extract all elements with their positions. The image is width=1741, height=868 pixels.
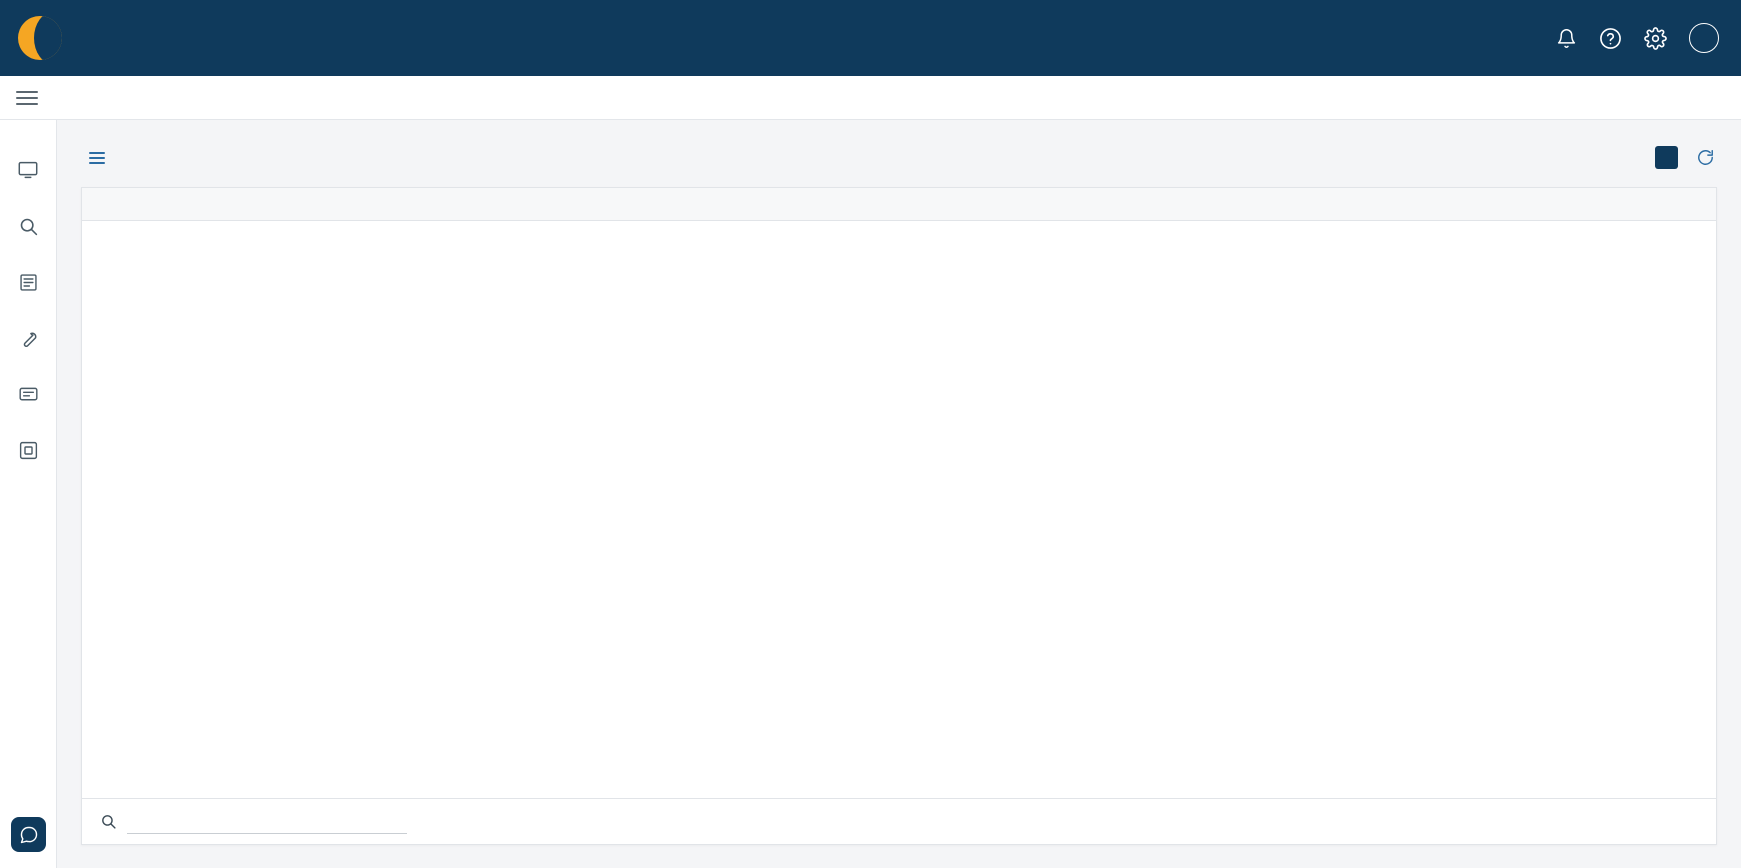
table-scroll-area[interactable] [82,188,1716,798]
menu-toggle-icon[interactable] [16,91,38,105]
breadcrumb-bar [0,76,1741,120]
table-footer [82,798,1716,844]
sidebar [0,120,57,868]
sidebar-item-reports[interactable] [0,254,57,310]
table-header-row [82,188,1716,221]
sidebar-item-search[interactable] [0,198,57,254]
top-bar-actions [1556,23,1719,53]
help-icon[interactable] [1599,27,1622,50]
gear-icon[interactable] [1644,27,1667,50]
avatar[interactable] [1689,23,1719,53]
top-bar [0,0,1741,76]
cygna-logo-icon [18,16,62,60]
sidebar-item-alerts[interactable] [0,366,57,422]
list-icon [89,152,105,164]
column-header-description[interactable] [374,188,666,221]
refresh-button[interactable] [1696,148,1715,167]
sidebar-item-monitor[interactable] [0,142,57,198]
notifications-icon[interactable] [1556,28,1577,49]
search-icon [100,813,117,830]
column-header-permissions[interactable] [666,188,1660,221]
roles-table-card [81,187,1717,845]
roles-table [82,188,1716,221]
main-content [57,120,1741,868]
sidebar-item-modules[interactable] [0,422,57,478]
panel-header [81,146,1717,169]
sidebar-item-tools[interactable] [0,310,57,366]
column-header-name[interactable] [82,188,374,221]
chat-support-button[interactable] [11,817,46,852]
filter-input[interactable] [127,809,407,834]
breadcrumb [1689,90,1719,106]
column-header-actions [1660,188,1716,221]
add-role-button[interactable] [1655,146,1678,169]
brand-logo[interactable] [18,16,78,60]
